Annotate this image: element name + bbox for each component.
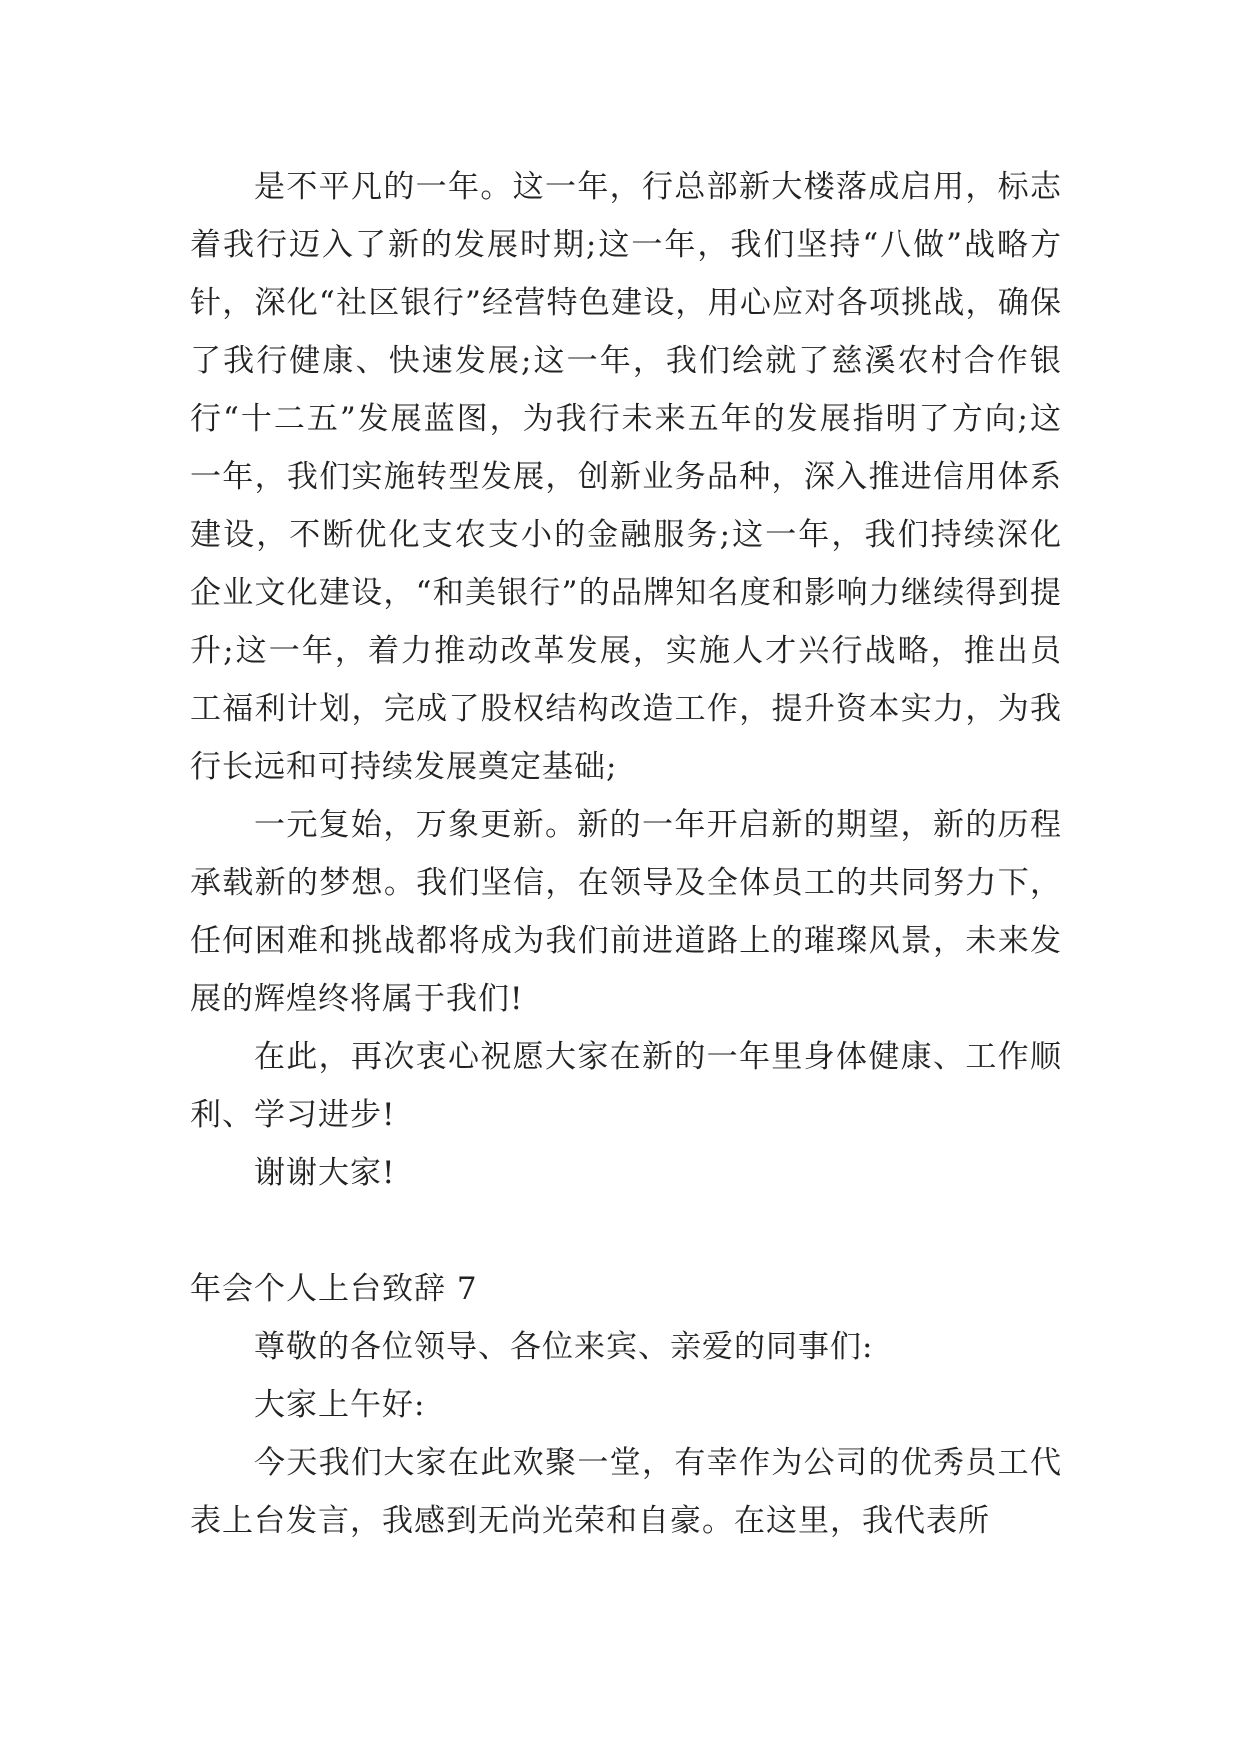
paragraph-year-review: 是不平凡的一年。这一年，行总部新大楼落成启用，标志着我行迈入了新的发展时期;这一年，我们坚持“八做”战略方针，深化“社区银行”经营特色建设，用心应对各项挑战，确保了我行健康、快速发展;这一年，我们绘就了慈溪农村合作银行“十二五”发展蓝图，为我行未来五年的发展指明了方向;这一年，我们实施转型发展，创新业务品种，深入推进信用体系建设，不断优化支农支小的金融服务;这一年，我们持续深化企业文化建设，“和美银行”的品牌知名度和影响力继续得到提升;这一年，着力推动改革发展，实施人才兴行战略，推出员工福利计划，完成了股权结构改造工作，提升资本实力，为我行长远和可持续发展奠定基础; [190,169,1062,785]
salutation: 尊敬的各位领导、各位来宾、亲爱的同事们: [254,1329,874,1365]
section-title: 年会个人上台致辞 7 [190,1271,478,1307]
paragraph-new-year: 一元复始，万象更新。新的一年开启新的期望，新的历程承载新的梦想。我们坚信，在领导及全体员工的共同努力下，任何困难和挑战都将成为我们前进道路上的璀璨风景，未来发展的辉煌终将属于我们! [190,807,1062,1017]
paragraph-wishes: 在此，再次衷心祝愿大家在新的一年里身体健康、工作顺利、学习进步! [190,1039,1062,1133]
greeting: 大家上午好: [254,1387,426,1423]
paragraph-opening: 今天我们大家在此欢聚一堂，有幸作为公司的优秀员工代表上台发言，我感到无尚光荣和自豪。在这里，我代表所 [190,1445,1062,1539]
document-body [190,158,1062,1550]
paragraph-thanks: 谢谢大家! [254,1155,396,1191]
section-spacer [190,1202,1062,1260]
